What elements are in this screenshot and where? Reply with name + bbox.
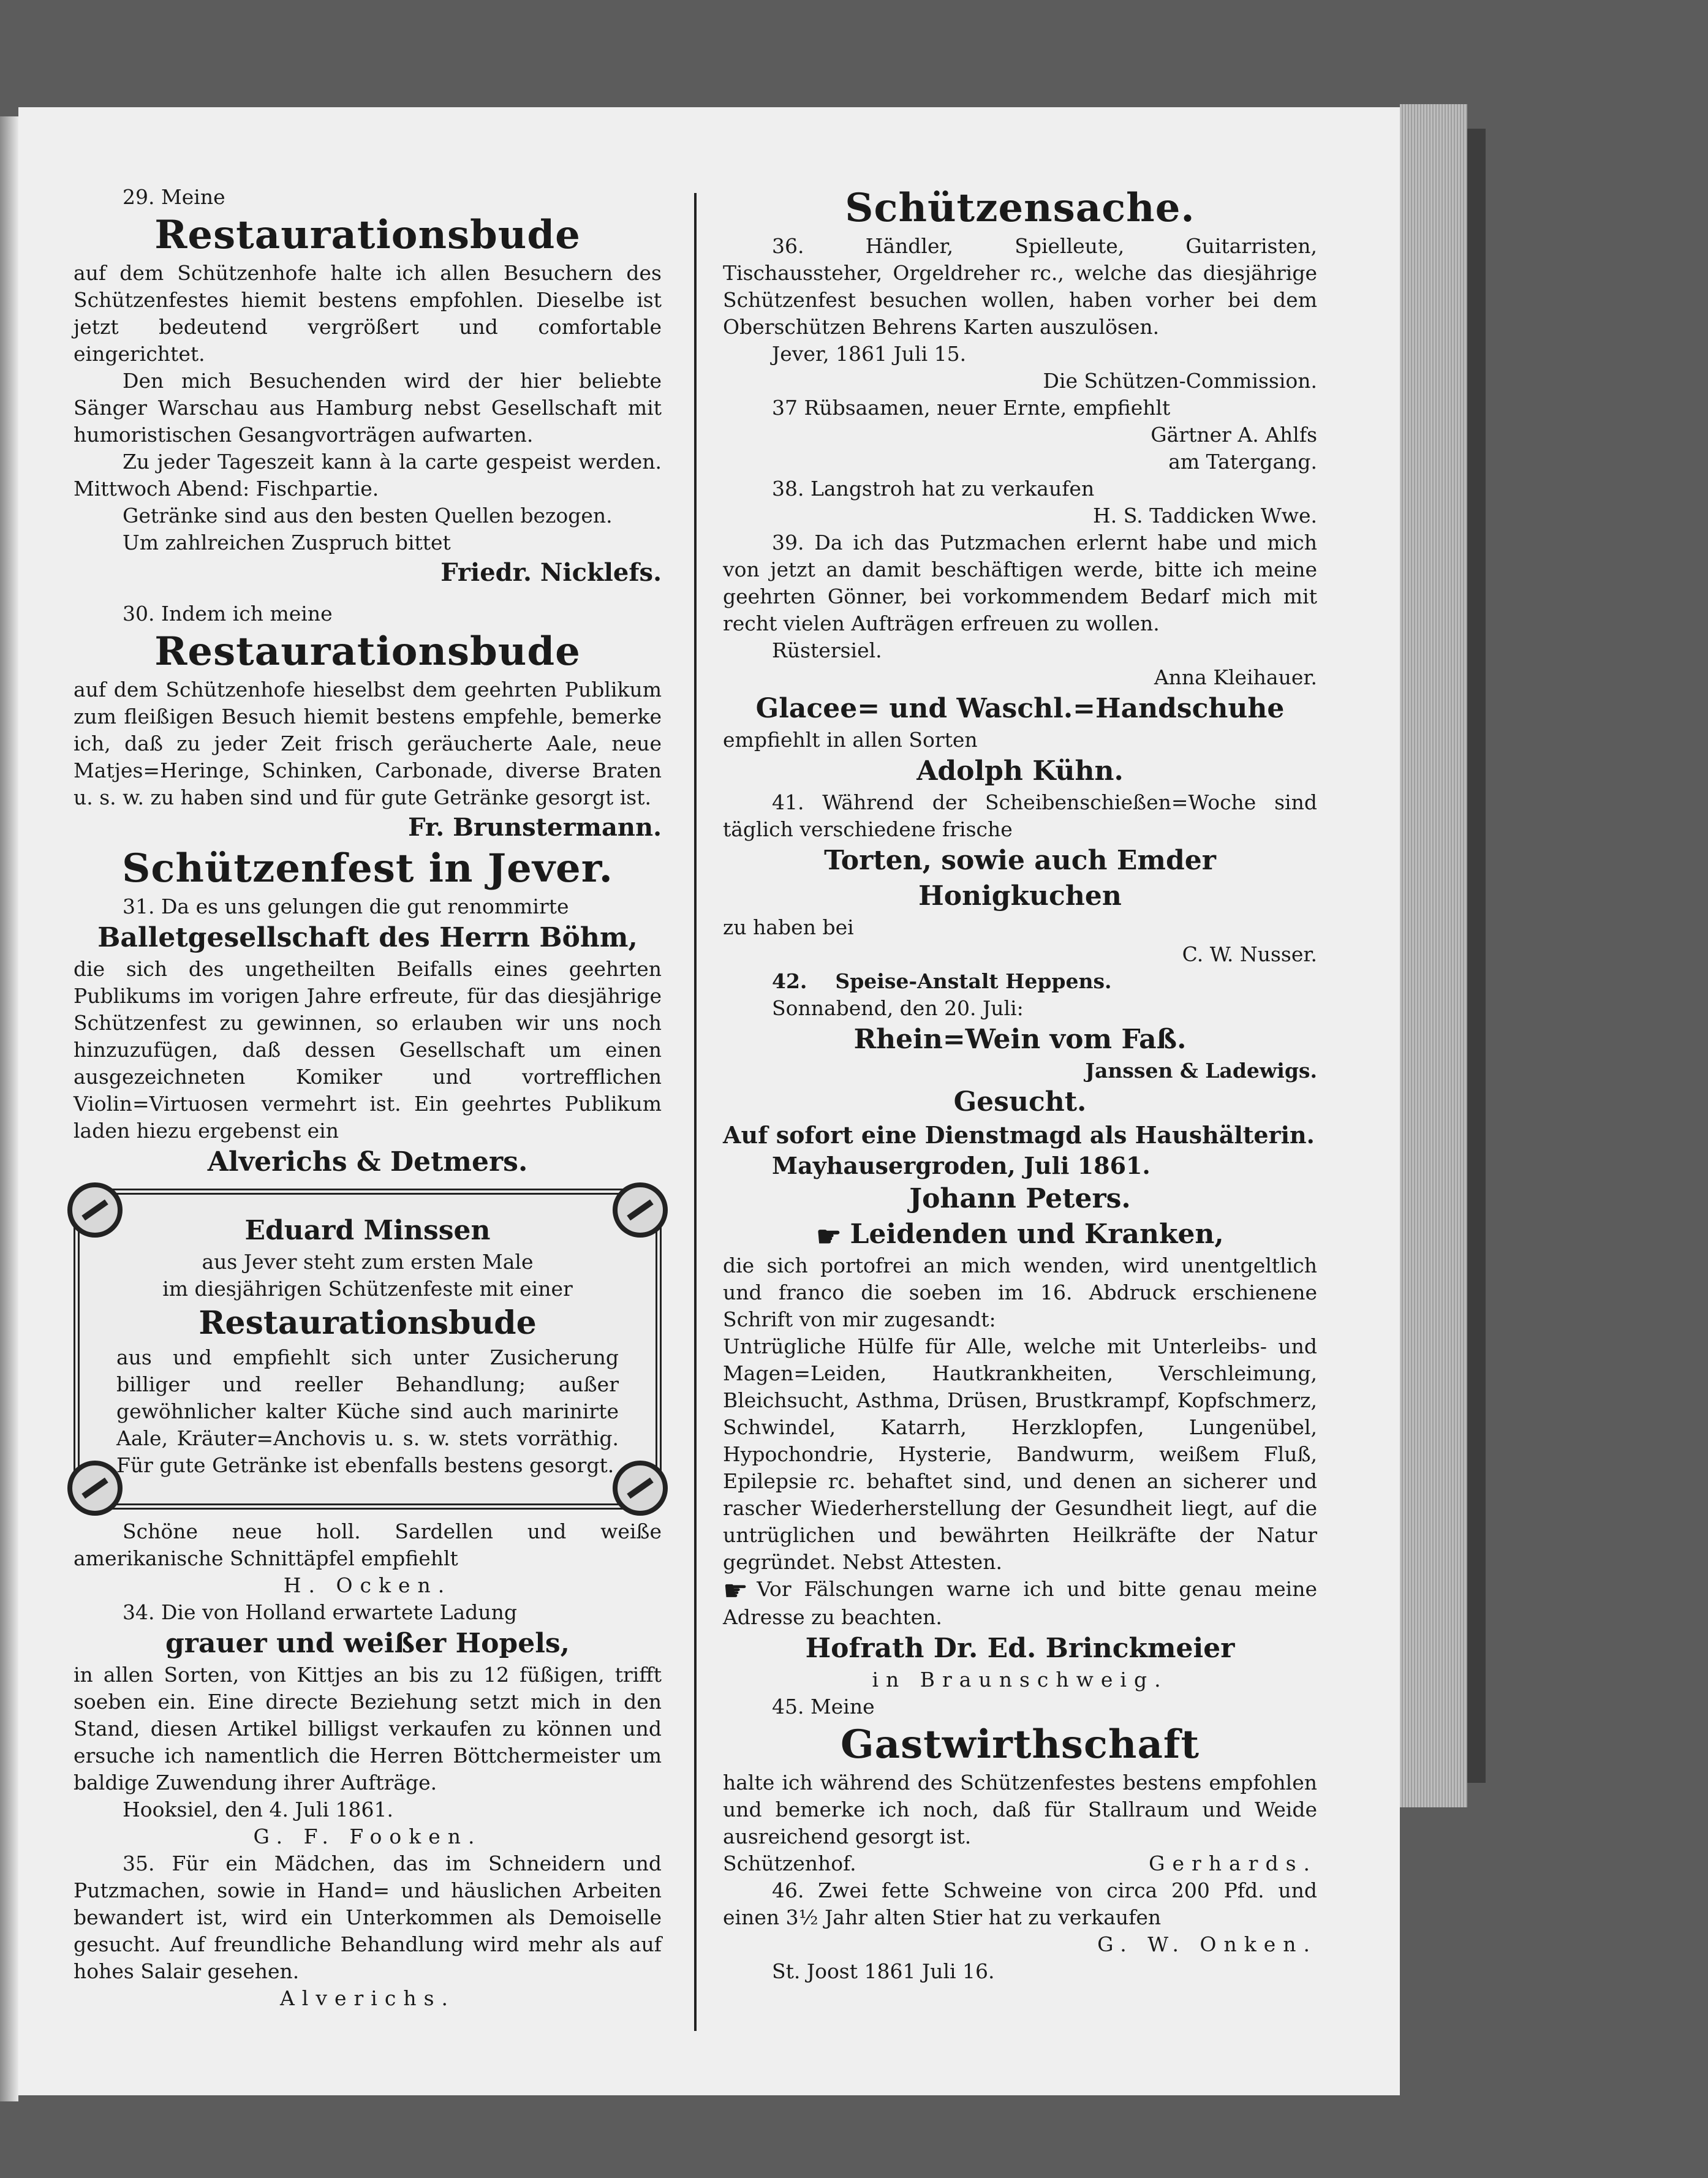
box-line-1: aus Jever steht zum ersten Male (202, 1250, 534, 1274)
ad-45-intro: 45. Meine (772, 1695, 875, 1719)
ad-29-text-5: Um zahlreichen Zuspruch bittet (123, 531, 451, 554)
ad-44-signature-place: in Braunschweig. (872, 1668, 1168, 1692)
ad-29-text-1: auf dem Schützenhofe halte ich allen Besuchern des Schützenfestes hiemit bestens empfohlen. Dieselbe ist jetzt bedeutend vergrößert und comfortable eingerichtet. (74, 261, 662, 366)
ad-42-number: 42. (772, 969, 807, 993)
ad-39-place: Rüstersiel. (772, 638, 882, 662)
ad-41-title: Torten, sowie auch Emder Honigkuchen (824, 845, 1216, 912)
ad-42 (723, 968, 1317, 1084)
ad-29-text-2: Den mich Besuchenden wird der hier beliebte Sänger Warschau aus Hamburg nebst Gesellschaft mit humoristischen Gesangvorträgen aufwarten. (74, 369, 662, 447)
ad-45-place: Schützenhof. (723, 1851, 856, 1875)
box-name: Eduard Minssen (244, 1215, 491, 1246)
ad-46 (723, 1877, 1317, 1985)
ad-34-place: Hooksiel, den 4. Juli 1861. (123, 1798, 393, 1821)
ad-35-text: 35. Für ein Mädchen, das im Schneidern und Putzmachen, sowie in Hand= und häuslichen Arbeiten bewandert ist, wird ein Unterkommen als Demoiselle gesucht. Auf freundliche Behandlung wird mehr als auf hohes Salair gesehen. (74, 1851, 662, 1983)
left-column (74, 184, 662, 2012)
ad-34-text: in allen Sorten, von Kittjes an bis zu 12 füßigen, trifft soeben ein. Eine directe Beziehung setzt mich in den Stand, diesen Artikel billigst verkaufen zu können und ersuche ich namentlich die Herren Böttchermeister um baldige Zuwendung ihrer Aufträge. (74, 1663, 662, 1794)
ad-39 (723, 529, 1317, 691)
ad-44-title-text: Leidenden und Kranken, (850, 1219, 1224, 1250)
ad-33-text: Schöne neue holl. Sardellen und weiße amerikanische Schnittäpfel empfiehlt (74, 1519, 662, 1570)
ad-29-text-4: Getränke sind aus den besten Quellen bezogen. (123, 504, 613, 527)
ad-40-signature: Adolph Kühn. (916, 755, 1124, 787)
ad-42-heading-text: Speise-Anstalt Heppens. (835, 969, 1112, 993)
ad-46-place: St. Joost 1861 Juli 16. (772, 1959, 995, 1983)
ad-40-text: empfiehlt in allen Sorten (723, 728, 978, 752)
pointing-hand-icon: ☛ (816, 1219, 842, 1253)
ad-45-text: halte ich während des Schützenfestes bestens empfohlen und bemerke ich noch, daß für Stallraum und Weide ausreichend gesorgt ist. (723, 1771, 1317, 1848)
ad-35 (74, 1850, 662, 2012)
ad-44 (723, 1217, 1317, 1693)
ad-30-signature: Fr. Brunstermann. (408, 813, 662, 842)
ad-45-title: Gastwirthschaft (840, 1722, 1200, 1768)
ad-44-warning-text: Vor Fälschungen warne ich und bitte genau meine Adresse zu beachten. (723, 1577, 1317, 1629)
ad-34-title: grauer und weißer Hopels, (165, 1628, 570, 1659)
ad-41-text-2: zu haben bei (723, 915, 854, 939)
ad-30-intro: 30. Indem ich meine (123, 602, 333, 626)
ad-43-text: Auf sofort eine Dienstmagd als Haushälterin. (723, 1121, 1315, 1149)
column-divider (694, 193, 697, 2031)
ad-43 (723, 1084, 1317, 1217)
ad-34-intro: 34. Die von Holland erwartete Ladung (123, 1600, 517, 1624)
book-page-edges (1400, 104, 1467, 1807)
ad-46-text: 46. Zwei fette Schweine von circa 200 Pfd. und einen 3½ Jahr alten Stier hat zu verkaufen (723, 1878, 1317, 1929)
ad-38-text: 38. Langstroh hat zu verkaufen (772, 477, 1095, 501)
ad-29-text-3: Zu jeder Tageszeit kann à la carte gespeist werden. Mittwoch Abend: Fischpartie. (74, 450, 662, 501)
ad-41-signature: C. W. Nusser. (1182, 942, 1317, 966)
ornamental-frame-ad (74, 1189, 662, 1510)
ad-42-date: Sonnabend, den 20. Juli: (772, 996, 1024, 1020)
ad-40 (723, 691, 1317, 789)
ad-36-text: 36. Händler, Spielleute, Guitarristen, Tischaussteher, Orgeldreher rc., welche das diesjährige Schützenfest besuchen wollen, haben vorher bei dem Oberschützen Behrens Karten auszulösen. (723, 234, 1317, 339)
ad-31-signature: Alverichs & Detmers. (207, 1146, 528, 1178)
ad-31-intro: 31. Da es uns gelungen die gut renommirte (123, 894, 569, 918)
ad-33-signature: H. Ocken. (283, 1573, 452, 1597)
box-line-2: im diesjährigen Schützenfeste mit einer (162, 1277, 573, 1301)
ad-41 (723, 789, 1317, 968)
ad-43-signature: Johann Peters. (909, 1183, 1131, 1214)
ad-30-title: Restaurationsbude (154, 629, 581, 675)
ad-38 (723, 475, 1317, 529)
ad-40-title: Glacee= und Waschl.=Handschuhe (755, 693, 1285, 724)
ad-45-signature: Gerhards. (1149, 1851, 1317, 1875)
frame-ornament-icon (67, 1182, 123, 1238)
ad-31-text: die sich des ungetheilten Beifalls eines geehrten Publikums im vorigen Jahre erfreute, für das diesjährige Schützenfest zu gewinnen, so erlauben wir uns noch hinzuzufügen, daß dessen Gesellschaft um einen ausgezeichneten Komiker und vortrefflichen Violin=Virtuosen vermehrt ist. Ein geehrtes Publikum laden hiezu ergebenst ein (74, 957, 662, 1143)
ad-44-text-2: Untrügliche Hülfe für Alle, welche mit Unterleibs- und Magen=Leiden, Hautkrankheiten, Verschleimung, Bleichsucht, Asthma, Drüsen, Brustkrampf, Kopfschmerz, Schwindel, Katarrh, Herzklopfen, Lungenübel, Hypochondrie, Hysterie, Bandwurm, weißem Fluß, Epilepsie rc. behaftet sind, und denen an sicherer und rascher Wiederherstellung der Gesundheit liegt, auf die untrüglichen und bewährten Heilkräfte der Natur gegründet. Nebst Attesten. (723, 1334, 1317, 1574)
ad-41-text: 41. Während der Scheibenschießen=Woche sind täglich verschiedene frische (723, 790, 1317, 841)
ad-29-title: Restaurationsbude (154, 212, 581, 258)
ad-44-warning (723, 1576, 1317, 1631)
ad-38-signature: H. S. Taddicken Wwe. (1092, 504, 1317, 527)
box-text: aus und empfiehlt sich unter Zusicherung billiger und reeller Behandlung; außer gewöhnlicher kalter Küche sind auch marinirte Aale, Kräuter=Anchovis u. s. w. stets vorräthig. Für gute Getränke ist ebenfalls bestens gesorgt. (116, 1345, 619, 1477)
ad-37 (723, 395, 1317, 475)
ad-37-signature: Gärtner A. Ahlfs (1151, 423, 1317, 447)
ad-29 (74, 184, 662, 589)
ad-45-footer (723, 1850, 1317, 1877)
ad-44-text: die sich portofrei an mich wenden, wird unentgeltlich und franco die soeben im 16. Abdruck erschienene Schrift von mir zugesandt: (723, 1253, 1317, 1331)
frame-ornament-icon (613, 1461, 668, 1516)
frame-ornament-icon (613, 1182, 668, 1238)
frame-ornament-icon (67, 1461, 123, 1516)
book-spine-shadow (1467, 129, 1486, 1783)
ad-44-signature: Hofrath Dr. Ed. Brinckmeier (805, 1633, 1235, 1664)
ad-46-signature: G. W. Onken. (1097, 1932, 1317, 1956)
ad-29-intro: 29. Meine (123, 185, 225, 209)
ad-36-place: Jever, 1861 Juli 15. (772, 342, 967, 366)
pointing-hand-icon: ☛ (723, 1574, 749, 1607)
ad-33 (74, 1518, 662, 1599)
ad-30-text: auf dem Schützenhofe hieselbst dem geehrten Publikum zum fleißigen Besuch hiemit bestens empfehle, bemerke ich, daß zu jeder Zeit frisch geräucherte Aale, neue Matjes=Heringe, Schinken, Carbonade, diverse Braten u. s. w. zu haben sind und für gute Getränke gesorgt ist. (74, 678, 662, 809)
ad-30 (74, 600, 662, 844)
ad-44-title (723, 1217, 1317, 1252)
ad-31-heading: Schützenfest in Jever. (122, 845, 613, 891)
right-column (723, 184, 1317, 1985)
ad-39-text: 39. Da ich das Putzmachen erlernt habe und mich von jetzt an damit beschäftigen werde, bitte ich meine geehrten Gönner, bei vorkommendem Bedarf mich mit recht vielen Aufträgen erfreuen zu wollen. (723, 531, 1317, 635)
ad-29-signature: Friedr. Nicklefs. (440, 558, 662, 587)
ad-35-signature: Alverichs. (279, 1986, 456, 2010)
ad-42-heading (723, 968, 1317, 995)
ad-43-heading: Gesucht. (953, 1086, 1087, 1117)
ad-43-place: Mayhausergroden, Juli 1861. (772, 1152, 1151, 1179)
ad-31-title: Balletgesellschaft des Herrn Böhm, (97, 922, 638, 953)
ad-37-text: 37 Rübsaamen, neuer Ernte, empfiehlt (772, 396, 1171, 420)
ad-34 (74, 1599, 662, 1850)
ad-36-signature: Die Schützen-Commission. (1043, 369, 1317, 393)
ad-34-signature: G. F. Fooken. (253, 1824, 482, 1848)
box-title: Restaurationsbude (198, 1304, 537, 1342)
ad-37-signature-place: am Tatergang. (1168, 450, 1317, 474)
ad-36 (723, 184, 1317, 395)
previous-page-edge (0, 116, 18, 2101)
ad-36-heading: Schützensache. (845, 185, 1195, 231)
ad-42-signature: Janssen & Ladewigs. (1085, 1059, 1317, 1083)
ad-31 (74, 844, 662, 1180)
ad-39-signature: Anna Kleihauer. (1154, 665, 1317, 689)
ad-45 (723, 1693, 1317, 1877)
ad-42-title: Rhein=Wein vom Faß. (853, 1024, 1187, 1055)
